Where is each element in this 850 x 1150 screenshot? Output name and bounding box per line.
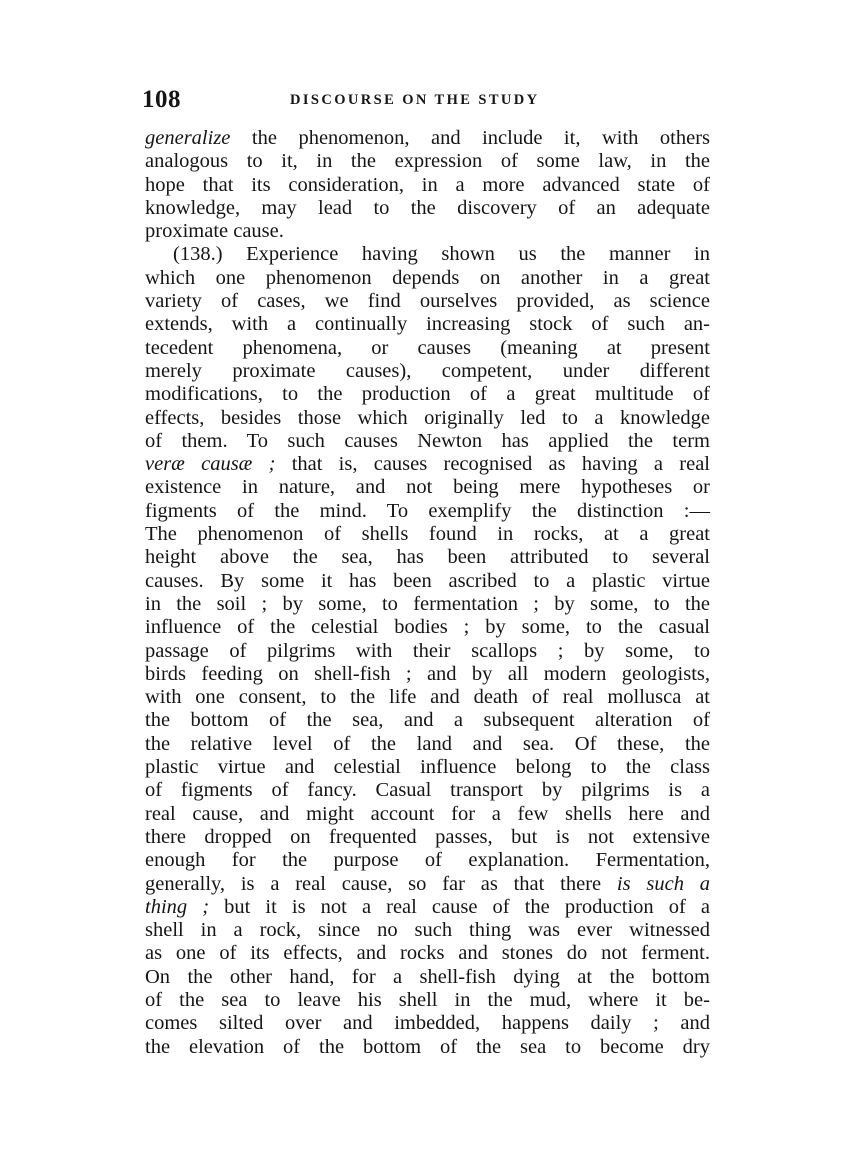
- text-line: [145, 127, 710, 150]
- text-segment: which one phenomenon depends on another in a great: [145, 266, 710, 289]
- text-segment: comes silted over and imbedded, happens daily ; and: [145, 1012, 710, 1035]
- text-segment: hope that its consideration, in a more advanced state of: [145, 173, 710, 196]
- text-line: [145, 733, 710, 756]
- text-line: [145, 1036, 710, 1059]
- text-line: [145, 337, 710, 360]
- text-segment: shell in a rock, since no such thing was ever witnessed: [145, 919, 710, 942]
- text-line: [145, 663, 710, 686]
- text-segment: On the other hand, for a shell-fish dying at the bottom: [145, 965, 710, 988]
- text-segment: with one consent, to the life and death of real mollusca at: [145, 686, 710, 709]
- running-head: [142, 86, 712, 116]
- text-segment: merely proximate causes), competent, under different: [145, 359, 710, 382]
- italic-text: generalize: [145, 127, 231, 149]
- text-line: [145, 896, 710, 919]
- text-segment: enough for the purpose of explanation. Fermentation,: [145, 849, 710, 872]
- text-line: [145, 383, 710, 406]
- text-segment: existence in nature, and not being mere hypotheses or: [145, 476, 710, 499]
- text-segment: effects, besides those which originally led to a knowledge: [145, 406, 710, 429]
- text-line: [145, 779, 710, 802]
- text-line: [145, 430, 710, 453]
- text-line: [145, 313, 710, 336]
- text-segment: extends, with a continually increasing stock of such an-: [145, 313, 710, 336]
- text-line: [145, 243, 710, 266]
- text-segment: that is, causes recognised as having a real: [275, 453, 710, 476]
- text-segment: as one of its effects, and rocks and stones do not ferment.: [145, 942, 710, 965]
- text-segment: of them. To such causes Newton has applied the term: [145, 429, 710, 452]
- text-line: [145, 640, 710, 663]
- text-segment: analogous to it, in the expression of some law, in the: [145, 150, 710, 173]
- text-line: [145, 290, 710, 313]
- text-segment: the bottom of the sea, and a subsequent alteration of: [145, 709, 710, 732]
- page-number: 108: [142, 86, 181, 113]
- text-line: [145, 1012, 710, 1035]
- text-line: [145, 360, 710, 383]
- body-text: [145, 127, 710, 1059]
- text-line: [145, 500, 710, 523]
- text-segment: height above the sea, has been attributed to several: [145, 546, 710, 569]
- text-line: [145, 709, 710, 732]
- text-line: [145, 686, 710, 709]
- text-line: [145, 546, 710, 569]
- text-segment: of figments of fancy. Casual transport by pilgrims is a: [145, 779, 710, 802]
- text-line: [145, 174, 710, 197]
- text-line: [145, 267, 710, 290]
- text-line: [145, 616, 710, 639]
- italic-text: is such a: [616, 872, 711, 895]
- text-segment: generally, is a real cause, so far as that there: [145, 872, 617, 895]
- text-segment: knowledge, may lead to the discovery of an adequate: [145, 196, 710, 219]
- text-line: [145, 803, 710, 826]
- italic-text: veræ causæ ;: [145, 453, 276, 476]
- text-segment: birds feeding on shell-fish ; and by all modern geologists,: [145, 662, 710, 685]
- text-line: [145, 407, 710, 430]
- text-line: [145, 989, 710, 1012]
- text-line: [145, 453, 710, 476]
- text-segment: plastic virtue and celestial influence belong to the class: [145, 756, 710, 779]
- text-segment: the phenomenon, and include it, with others: [230, 127, 710, 149]
- text-segment: of the sea to leave his shell in the mud, where it be-: [145, 988, 710, 1011]
- text-line: [145, 849, 710, 872]
- text-line: [145, 523, 710, 546]
- text-line: [145, 150, 710, 173]
- text-segment: passage of pilgrims with their scallops ; by some, to: [145, 639, 710, 662]
- text-segment: there dropped on frequented passes, but is not extensive: [145, 825, 710, 848]
- text-line: [145, 873, 710, 896]
- italic-text: thing ;: [145, 895, 210, 918]
- text-line: [145, 756, 710, 779]
- text-line: [145, 919, 710, 942]
- text-segment: variety of cases, we find ourselves provided, as science: [145, 290, 710, 313]
- text-segment: causes. By some it has been ascribed to a plastic virtue: [145, 569, 710, 592]
- text-line: [145, 593, 710, 616]
- text-line: [145, 942, 710, 965]
- text-line: [145, 570, 710, 593]
- text-segment: but it is not a real cause of the production of a: [209, 895, 710, 918]
- running-title: DISCOURSE ON THE STUDY: [290, 92, 540, 108]
- text-segment: the elevation of the bottom of the sea to become dry: [145, 1035, 710, 1058]
- text-line: [145, 966, 710, 989]
- text-line: [145, 826, 710, 849]
- text-line: [145, 220, 710, 243]
- text-segment: influence of the celestial bodies ; by some, to the casual: [145, 616, 710, 639]
- text-segment: in the soil ; by some, to fermentation ; by some, to the: [145, 592, 710, 615]
- text-segment: (138.) Experience having shown us the manner in: [173, 243, 710, 266]
- text-line: [145, 476, 710, 499]
- text-segment: figments of the mind. To exemplify the distinction :—: [145, 499, 710, 522]
- text-segment: real cause, and might account for a few shells here and: [145, 802, 710, 825]
- text-segment: The phenomenon of shells found in rocks, at a great: [145, 523, 710, 546]
- text-segment: tecedent phenomena, or causes (meaning at present: [145, 336, 710, 359]
- text-segment: proximate cause.: [145, 220, 284, 243]
- text-line: [145, 197, 710, 220]
- text-segment: the relative level of the land and sea. Of these, the: [145, 732, 710, 755]
- text-segment: modifications, to the production of a great multitude of: [145, 383, 710, 406]
